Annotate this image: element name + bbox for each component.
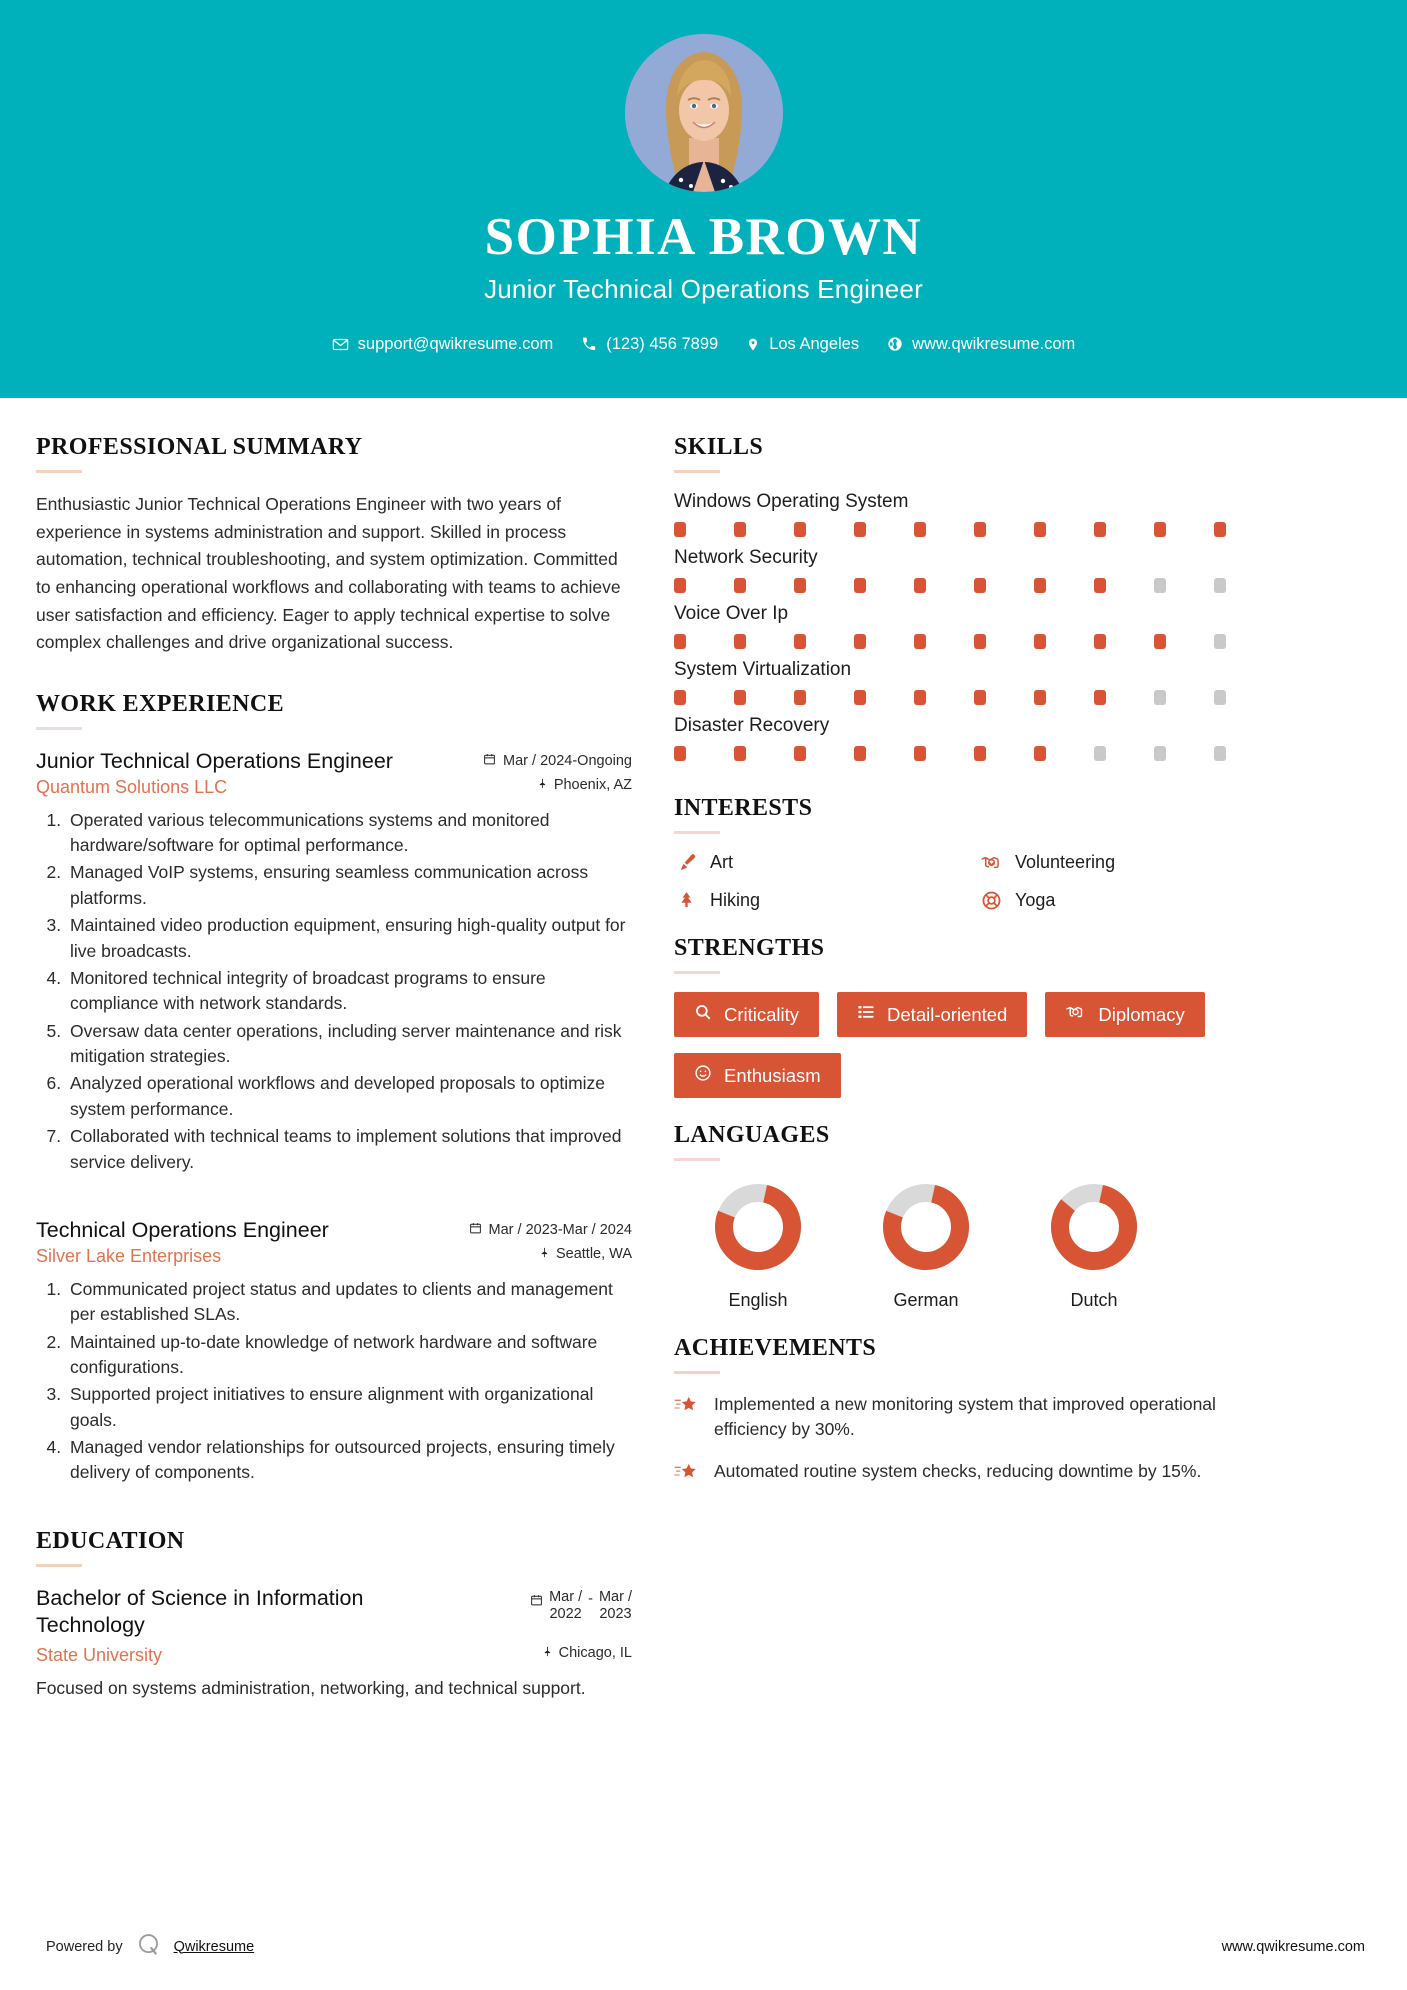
language-label: English xyxy=(728,1290,788,1310)
resume-header xyxy=(0,0,1407,398)
contact-email-text: support@qwikresume.com xyxy=(357,334,554,353)
section-education xyxy=(36,1528,632,1701)
education-entry xyxy=(36,1585,632,1701)
calendar-icon xyxy=(469,1221,482,1239)
skill-dot xyxy=(974,578,986,593)
strength-enthusiasm xyxy=(674,1053,841,1098)
achievement-item xyxy=(674,1392,1274,1443)
donut-chart xyxy=(1046,1179,1142,1275)
contact-phone[interactable] xyxy=(572,335,727,354)
strength-criticality xyxy=(674,992,819,1037)
skill-dot xyxy=(794,578,806,593)
experience-location: Phoenix, AZ xyxy=(553,777,632,794)
skill-dot xyxy=(1154,746,1166,761)
page-title: SOPHIA BROWN xyxy=(484,208,923,266)
shooting-star-icon xyxy=(674,1459,700,1489)
skill-item xyxy=(674,715,1274,761)
bullet-item: 4. Managed vendor relationships for outsourced projects, ensuring timely delivery of components. xyxy=(66,1435,632,1486)
education-location-line xyxy=(542,1645,632,1662)
section-heading-experience: WORK EXPERIENCE xyxy=(36,690,285,717)
pin-icon xyxy=(542,1645,553,1662)
interest-label: Yoga xyxy=(1015,889,1056,910)
education-end-date xyxy=(599,1589,632,1622)
date-separator: - xyxy=(588,1590,593,1607)
section-rule xyxy=(674,1371,720,1374)
map-pin-icon xyxy=(746,336,760,353)
skill-dot xyxy=(1034,578,1046,593)
education-start-month: Mar / xyxy=(549,1588,583,1605)
skill-dot xyxy=(1034,522,1046,537)
section-work-experience xyxy=(36,691,632,1486)
experience-organization: Silver Lake Enterprises xyxy=(36,1245,222,1266)
skill-dot xyxy=(854,746,866,761)
contact-location-text: Los Angeles xyxy=(769,334,860,353)
education-location: Chicago, IL xyxy=(558,1645,632,1662)
strength-diplomacy xyxy=(1045,992,1204,1037)
section-rule xyxy=(36,470,82,473)
section-rule xyxy=(674,470,720,473)
skill-dot xyxy=(1154,522,1166,537)
lifebuoy-icon xyxy=(979,890,1003,911)
bullet-item: 1. Communicated project status and updates to clients and management per established SLAs. xyxy=(66,1277,632,1328)
section-skills xyxy=(674,434,1274,761)
experience-role: Technical Operations Engineer xyxy=(36,1217,329,1242)
bullet-item: 3. Supported project initiatives to ensure alignment with organizational goals. xyxy=(66,1382,632,1433)
paintbrush-icon xyxy=(674,852,698,873)
achievement-text: Implemented a new monitoring system that improved operational efficiency by 30%. xyxy=(714,1394,1216,1440)
skill-dot xyxy=(794,690,806,705)
skill-label: Voice Over Ip xyxy=(674,603,789,624)
skill-rating xyxy=(674,578,1274,593)
education-end-month: Mar / xyxy=(598,1588,632,1605)
education-degree: Bachelor of Science in Information Technology xyxy=(36,1585,364,1637)
contact-website[interactable] xyxy=(878,335,1084,354)
skill-dot xyxy=(1214,578,1226,593)
skill-dot xyxy=(1034,746,1046,761)
languages-list xyxy=(674,1179,1274,1311)
section-rule xyxy=(674,1158,720,1161)
skill-dot xyxy=(1094,578,1106,593)
skill-dot xyxy=(974,690,986,705)
education-organization: State University xyxy=(36,1644,163,1665)
skill-dot xyxy=(974,634,986,649)
interest-item xyxy=(674,889,969,911)
skill-dot xyxy=(734,634,746,649)
skill-dot xyxy=(794,634,806,649)
donut-chart xyxy=(710,1179,806,1275)
handshake-icon xyxy=(1065,1003,1086,1026)
right-column xyxy=(674,434,1274,1505)
interests-grid xyxy=(674,852,1274,911)
skill-label: System Virtualization xyxy=(674,659,852,680)
language-label: German xyxy=(893,1290,959,1310)
section-rule xyxy=(674,831,720,834)
skill-label: Windows Operating System xyxy=(674,491,909,512)
globe-icon xyxy=(887,336,903,352)
bullet-item: 2. Managed VoIP systems, ensuring seamless communication across platforms. xyxy=(66,860,632,911)
qwikresume-link[interactable]: Qwikresume xyxy=(173,1938,255,1955)
skill-label: Disaster Recovery xyxy=(674,715,830,736)
resume-body xyxy=(0,398,1407,1709)
qwikresume-logo-icon xyxy=(135,1931,162,1962)
interest-item xyxy=(979,889,1274,911)
section-languages xyxy=(674,1122,1274,1311)
section-heading-languages: LANGUAGES xyxy=(674,1122,830,1148)
pin-icon xyxy=(537,777,548,794)
summary-text: Enthusiastic Junior Technical Operations Engineer with two years of experience in systems administration and support. Skilled in process automation, technical troubleshooting, and system optimization. Committed to enhancing operational workflows and collaborating with teams to achieve user satisfaction and efficiency. Eager to apply technical expertise to solve complex challenges and drive organizational success. xyxy=(36,494,621,653)
job-title: Junior Technical Operations Engineer xyxy=(484,273,923,304)
skill-dot xyxy=(1154,634,1166,649)
experience-bullets xyxy=(36,808,632,1175)
skill-dot xyxy=(674,634,686,649)
skill-dot xyxy=(914,746,926,761)
interest-label: Volunteering xyxy=(1015,852,1116,872)
language-label: Dutch xyxy=(1070,1290,1118,1310)
language-donut xyxy=(1010,1179,1178,1280)
skill-rating xyxy=(674,522,1274,537)
experience-location: Seattle, WA xyxy=(555,1246,632,1263)
experience-dates-line xyxy=(483,752,632,770)
contact-location[interactable] xyxy=(737,335,868,354)
section-heading-summary: PROFESSIONAL SUMMARY xyxy=(36,434,363,460)
section-heading-education: EDUCATION xyxy=(36,1527,185,1554)
language-item xyxy=(1010,1179,1178,1311)
section-heading-strengths: STRENGTHS xyxy=(674,935,825,961)
section-heading-skills: SKILLS xyxy=(674,434,764,460)
education-start-date xyxy=(549,1589,582,1622)
page-footer xyxy=(0,1931,1407,1962)
bullet-item: 2. Maintained up-to-date knowledge of network hardware and software configurations. xyxy=(66,1330,632,1381)
contact-email[interactable] xyxy=(323,335,563,354)
skill-dot xyxy=(1034,690,1046,705)
skill-item xyxy=(674,491,1274,537)
calendar-icon xyxy=(530,1589,543,1611)
handshake-icon xyxy=(979,852,1003,873)
section-strengths xyxy=(674,935,1274,1098)
skill-item xyxy=(674,603,1274,649)
skill-dot xyxy=(1094,634,1106,649)
skill-dot xyxy=(974,746,986,761)
interest-item xyxy=(979,852,1274,873)
skill-dot xyxy=(794,522,806,537)
powered-by-block xyxy=(46,1931,254,1962)
skill-dot xyxy=(1214,746,1226,761)
left-column xyxy=(36,434,632,1709)
avatar-photo xyxy=(625,34,783,192)
interest-label: Hiking xyxy=(710,889,761,910)
strengths-list xyxy=(674,992,1274,1098)
powered-by-label: Powered by xyxy=(46,1938,123,1955)
skill-item xyxy=(674,547,1274,593)
skill-dot xyxy=(734,690,746,705)
experience-role: Junior Technical Operations Engineer xyxy=(36,748,393,773)
footer-url: www.qwikresume.com xyxy=(1221,1938,1365,1955)
section-rule xyxy=(36,727,82,730)
skill-dot xyxy=(1214,690,1226,705)
section-achievements xyxy=(674,1335,1274,1489)
education-description: Focused on systems administration, networking, and technical support. xyxy=(36,1677,586,1698)
skill-dot xyxy=(794,746,806,761)
calendar-icon xyxy=(483,752,496,770)
skill-dot xyxy=(854,578,866,593)
skill-dot xyxy=(914,578,926,593)
section-heading-achievements: ACHIEVEMENTS xyxy=(674,1335,877,1361)
skill-dot xyxy=(974,522,986,537)
strength-label: Enthusiasm xyxy=(724,1064,821,1086)
achievement-text: Automated routine system checks, reducing downtime by 15%. xyxy=(714,1460,1202,1481)
pin-icon xyxy=(539,1246,550,1263)
section-heading-interests: INTERESTS xyxy=(674,795,813,821)
interest-item xyxy=(674,852,969,873)
language-item xyxy=(674,1179,842,1311)
strength-detail-oriented xyxy=(837,992,1027,1037)
section-rule xyxy=(36,1564,82,1567)
experience-dates: Mar / 2023-Mar / 2024 xyxy=(488,1221,632,1238)
skill-dot xyxy=(1154,690,1166,705)
shooting-star-icon xyxy=(674,1392,700,1422)
skill-dot xyxy=(854,634,866,649)
tree-icon xyxy=(674,889,698,911)
skill-rating xyxy=(674,690,1274,705)
strength-label: Criticality xyxy=(724,1003,800,1025)
interest-label: Art xyxy=(710,852,734,872)
skill-item xyxy=(674,659,1274,705)
search-icon xyxy=(694,1003,712,1026)
language-item xyxy=(842,1179,1010,1311)
experience-entry xyxy=(36,1217,632,1486)
experience-dates-line xyxy=(469,1221,632,1239)
skill-dot xyxy=(1214,522,1226,537)
skill-dot xyxy=(1094,690,1106,705)
contact-phone-text: (123) 456 7899 xyxy=(606,334,719,353)
bullet-item: 1. Operated various telecommunications systems and monitored hardware/software for optimal performance. xyxy=(66,808,632,859)
list-icon xyxy=(857,1003,875,1026)
bullet-item: 3. Maintained video production equipment, ensuring high-quality output for live broadcasts. xyxy=(66,913,632,964)
bullet-item: 4. Monitored technical integrity of broadcast programs to ensure compliance with network standards. xyxy=(66,966,632,1017)
section-rule xyxy=(674,971,720,974)
bullet-item: 6. Analyzed operational workflows and developed proposals to optimize system performance. xyxy=(66,1071,632,1122)
skill-rating xyxy=(674,634,1274,649)
skill-label: Network Security xyxy=(674,547,818,568)
experience-dates: Mar / 2024-Ongoing xyxy=(503,752,632,769)
experience-location-line xyxy=(537,777,632,794)
experience-organization: Quantum Solutions LLC xyxy=(36,776,228,797)
smiley-icon xyxy=(694,1064,712,1087)
skill-dot xyxy=(914,690,926,705)
skill-dot xyxy=(854,690,866,705)
experience-bullets xyxy=(36,1277,632,1486)
skill-dot xyxy=(854,522,866,537)
skill-dot xyxy=(734,746,746,761)
skill-dot xyxy=(1034,634,1046,649)
avatar xyxy=(625,34,783,192)
bullet-item: 7. Collaborated with technical teams to implement solutions that improved service delivery. xyxy=(66,1124,632,1175)
skill-dot xyxy=(1094,522,1106,537)
section-professional-summary xyxy=(36,434,632,657)
experience-entry xyxy=(36,748,632,1175)
skill-dot xyxy=(1094,746,1106,761)
skill-dot xyxy=(734,522,746,537)
strength-label: Detail-oriented xyxy=(887,1003,1008,1025)
language-donut xyxy=(842,1179,1010,1280)
skill-dot xyxy=(1154,578,1166,593)
skill-dot xyxy=(674,690,686,705)
skill-dot xyxy=(674,522,686,537)
skill-dot xyxy=(914,634,926,649)
section-interests xyxy=(674,795,1274,911)
education-end-year: 2023 xyxy=(599,1605,632,1622)
skill-dot xyxy=(914,522,926,537)
phone-icon xyxy=(581,336,597,352)
skill-dot xyxy=(734,578,746,593)
language-donut xyxy=(674,1179,842,1280)
experience-location-line xyxy=(539,1246,632,1263)
education-start-year: 2022 xyxy=(549,1605,582,1622)
contact-website-text: www.qwikresume.com xyxy=(912,334,1076,353)
donut-chart xyxy=(878,1179,974,1275)
skill-dot xyxy=(1214,634,1226,649)
skill-dot xyxy=(674,746,686,761)
contact-row xyxy=(0,335,1407,354)
education-dates-line xyxy=(530,1589,632,1622)
envelope-icon xyxy=(332,336,349,353)
skill-dot xyxy=(674,578,686,593)
bullet-item: 5. Oversaw data center operations, including server maintenance and risk mitigation strategies. xyxy=(66,1019,632,1070)
achievement-item xyxy=(674,1459,1274,1489)
skill-rating xyxy=(674,746,1274,761)
strength-label: Diplomacy xyxy=(1098,1003,1185,1025)
